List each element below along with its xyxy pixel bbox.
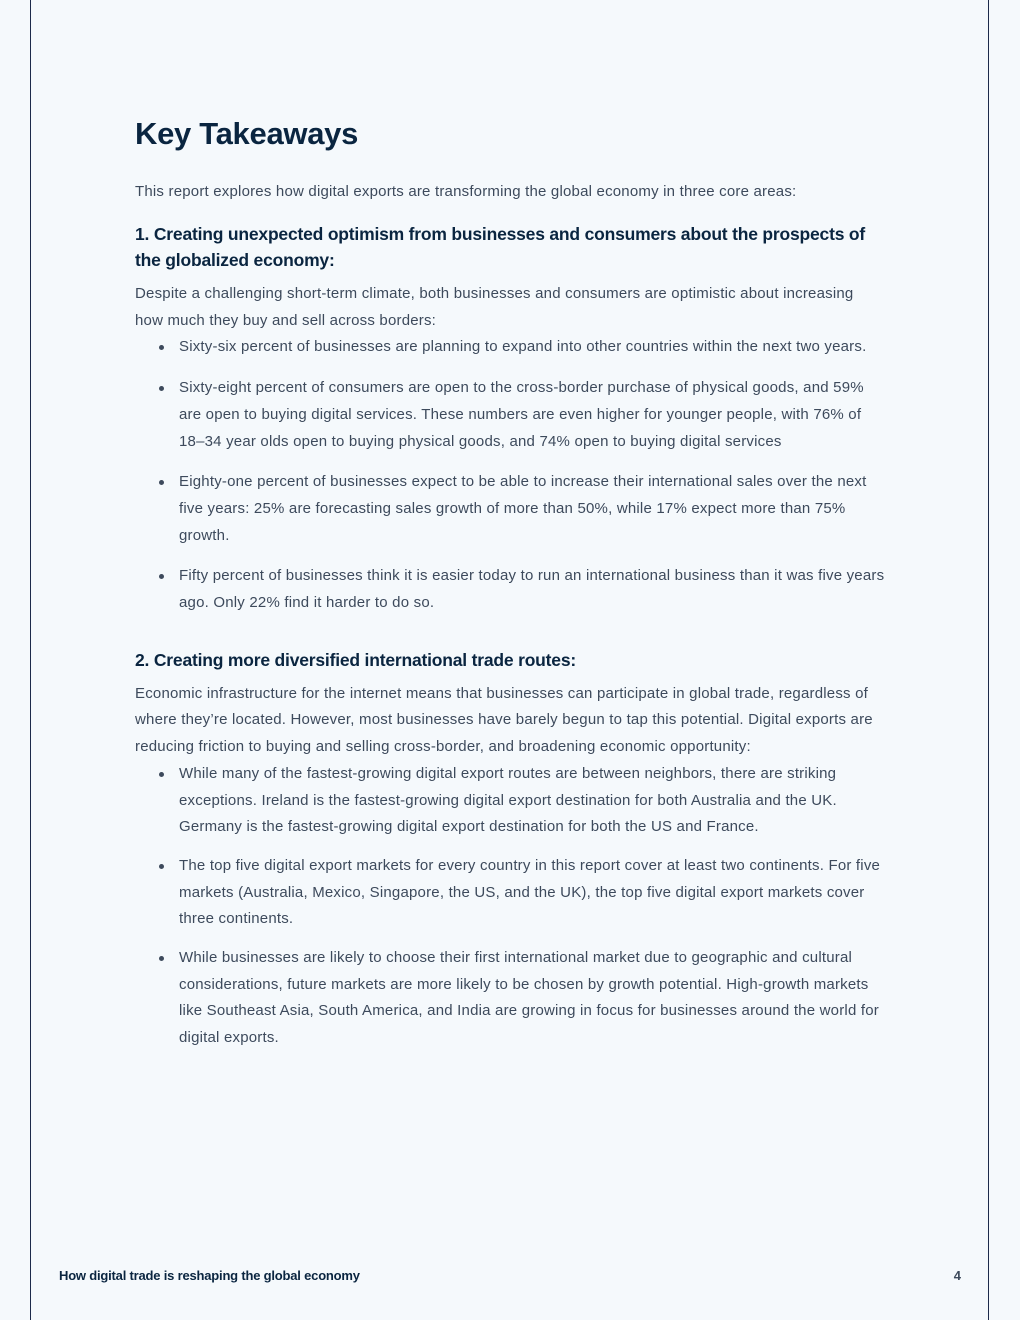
intro-paragraph: This report explores how digital exports are transforming the global economy in three core areas:	[135, 183, 797, 200]
section-heading-1: 1. Creating unexpected optimism from businesses and consumers about the prospects of the globalized economy:	[135, 224, 866, 270]
section-body-2: Economic infrastructure for the internet means that businesses can participate in global trade, regardless of where they’re located. However, most businesses have barely begun to tap this potential. Digital exports are reducing friction to buying and selling cross-border, and broadening economic opportunity:	[135, 684, 873, 756]
list-item: Eighty-one percent of businesses expect to be able to increase their international sales over the next five years: 25% are forecasting sales growth of more than 50%, while 17% expect more than 75% growth.	[179, 469, 885, 549]
list-item: While businesses are likely to choose their first international market due to geographic and cultural considerations, future markets are more likely to be chosen by growth potential. High-growth markets like Southeast Asia, South America, and India are growing in focus for businesses around the world for digital exports.	[179, 945, 885, 1052]
section-body-1: Despite a challenging short-term climate, both businesses and consumers are optimistic about increasing how much they buy and sell across borders:	[135, 285, 854, 329]
footer-title: How digital trade is reshaping the global economy	[59, 1268, 360, 1283]
bullet-list-2	[135, 761, 885, 1052]
section-heading-2: 2. Creating more diversified international trade routes:	[135, 649, 576, 670]
page-number: 4	[953, 1268, 961, 1283]
page-title: Key Takeaways	[135, 116, 359, 151]
main-content	[135, 114, 885, 1064]
list-item: Fifty percent of businesses think it is easier today to run an international business than it was five years ago. Only 22% find it harder to do so.	[179, 563, 885, 616]
list-item: While many of the fastest-growing digital export routes are between neighbors, there are striking exceptions. Ireland is the fastest-growing digital export destination for both Australia and the UK. Germany is the fastest-growing digital export destination for both the US and France.	[179, 761, 885, 841]
list-item: Sixty-eight percent of consumers are open to the cross-border purchase of physical goods, and 59% are open to buying digital services. These numbers are even higher for younger people, with 76% of 18–34 year olds open to buying physical goods, and 74% open to buying digital services	[179, 375, 885, 455]
bullet-list-1	[135, 334, 885, 616]
list-item: Sixty-six percent of businesses are planning to expand into other countries within the next two years.	[179, 334, 885, 361]
list-item: The top five digital export markets for every country in this report cover at least two continents. For five markets (Australia, Mexico, Singapore, the US, and the UK), the top five digital export markets cover three continents.	[179, 853, 885, 933]
